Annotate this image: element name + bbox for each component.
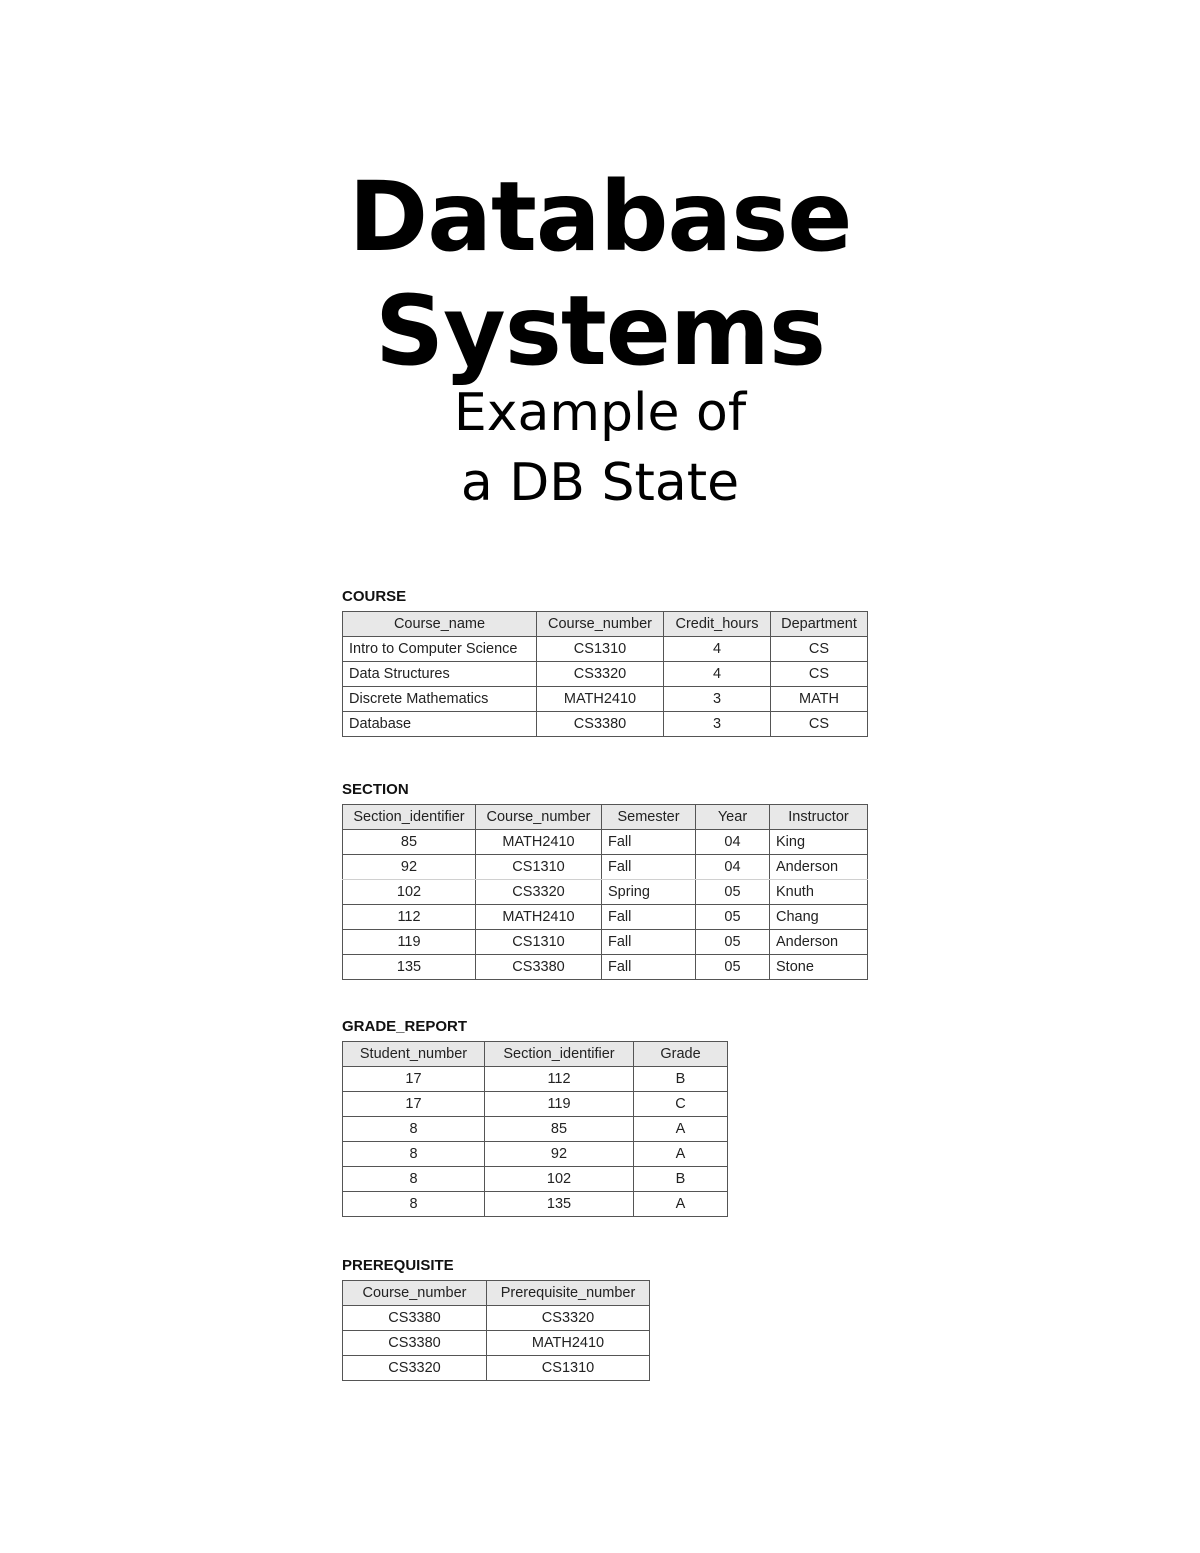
table-cell: CS1310 xyxy=(476,930,602,955)
table-row xyxy=(343,830,868,855)
table-row xyxy=(343,1117,728,1142)
table-row xyxy=(343,1142,728,1167)
course-relation xyxy=(342,588,868,737)
table-cell: Chang xyxy=(770,905,868,930)
table-row xyxy=(343,662,868,687)
table-cell: 135 xyxy=(343,955,476,980)
table-cell: 8 xyxy=(343,1167,485,1192)
table-cell: CS1310 xyxy=(487,1356,650,1381)
table-cell: 92 xyxy=(485,1142,634,1167)
table-cell: Database xyxy=(343,712,537,737)
table-cell: 17 xyxy=(343,1067,485,1092)
table-cell: MATH2410 xyxy=(476,830,602,855)
column-header: Section_identifier xyxy=(485,1042,634,1067)
header-row xyxy=(343,612,868,637)
table-cell: Fall xyxy=(602,830,696,855)
table-cell: 05 xyxy=(696,930,770,955)
table-cell: MATH xyxy=(771,687,868,712)
column-header: Course_number xyxy=(537,612,664,637)
column-header: Prerequisite_number xyxy=(487,1281,650,1306)
table-cell: 17 xyxy=(343,1092,485,1117)
table-cell: CS xyxy=(771,662,868,687)
table-cell: Anderson xyxy=(770,855,868,880)
table-cell: C xyxy=(634,1092,728,1117)
header-row xyxy=(343,1042,728,1067)
table-cell: Spring xyxy=(602,880,696,905)
table-cell: 112 xyxy=(343,905,476,930)
title-block xyxy=(0,160,1200,518)
column-header: Grade xyxy=(634,1042,728,1067)
column-header: Instructor xyxy=(770,805,868,830)
column-header: Student_number xyxy=(343,1042,485,1067)
table-cell: CS xyxy=(771,712,868,737)
table-cell: 85 xyxy=(343,830,476,855)
section-table xyxy=(342,804,868,980)
table-cell: 112 xyxy=(485,1067,634,1092)
main-title-line-2: Systems xyxy=(374,275,826,387)
table-cell: King xyxy=(770,830,868,855)
table-cell: Fall xyxy=(602,855,696,880)
column-header: Course_number xyxy=(476,805,602,830)
table-row xyxy=(343,1306,650,1331)
table-cell: MATH2410 xyxy=(476,905,602,930)
table-cell: CS1310 xyxy=(476,855,602,880)
prerequisite-relation xyxy=(342,1257,650,1381)
table-cell: 04 xyxy=(696,855,770,880)
table-cell: A xyxy=(634,1192,728,1217)
table-row xyxy=(343,712,868,737)
prerequisite-table xyxy=(342,1280,650,1381)
table-cell: MATH2410 xyxy=(487,1331,650,1356)
table-cell: 92 xyxy=(343,855,476,880)
table-row xyxy=(343,1192,728,1217)
table-cell: 05 xyxy=(696,955,770,980)
column-header: Department xyxy=(771,612,868,637)
table-cell: Fall xyxy=(602,905,696,930)
table-cell: 04 xyxy=(696,830,770,855)
table-cell: 119 xyxy=(343,930,476,955)
table-cell: CS1310 xyxy=(537,637,664,662)
table-row xyxy=(343,637,868,662)
column-header: Semester xyxy=(602,805,696,830)
subtitle-line-1: Example of xyxy=(453,383,747,443)
table-cell: 3 xyxy=(664,687,771,712)
table-cell: 102 xyxy=(343,880,476,905)
main-title-line-1: Database xyxy=(348,161,852,273)
table-cell: 05 xyxy=(696,905,770,930)
table-row xyxy=(343,930,868,955)
table-cell: 119 xyxy=(485,1092,634,1117)
table-cell: Fall xyxy=(602,930,696,955)
table-cell: CS xyxy=(771,637,868,662)
column-header: Section_identifier xyxy=(343,805,476,830)
table-cell: B xyxy=(634,1067,728,1092)
table-cell: CS3380 xyxy=(537,712,664,737)
table-row xyxy=(343,855,868,880)
table-cell: Knuth xyxy=(770,880,868,905)
table-row xyxy=(343,1167,728,1192)
table-cell: Data Structures xyxy=(343,662,537,687)
header-row xyxy=(343,1281,650,1306)
section-relation xyxy=(342,781,868,980)
column-header: Credit_hours xyxy=(664,612,771,637)
table-cell: 4 xyxy=(664,637,771,662)
column-header: Course_name xyxy=(343,612,537,637)
table-cell: B xyxy=(634,1167,728,1192)
table-cell: A xyxy=(634,1142,728,1167)
table-cell: CS3380 xyxy=(343,1331,487,1356)
column-header: Year xyxy=(696,805,770,830)
table-cell: 135 xyxy=(485,1192,634,1217)
table-cell: Anderson xyxy=(770,930,868,955)
table-cell: 8 xyxy=(343,1142,485,1167)
table-cell: Intro to Computer Science xyxy=(343,637,537,662)
table-cell: Fall xyxy=(602,955,696,980)
table-cell: 85 xyxy=(485,1117,634,1142)
relation-name: COURSE xyxy=(342,588,407,605)
table-row xyxy=(343,905,868,930)
header-row xyxy=(343,805,868,830)
table-row xyxy=(343,1331,650,1356)
table-cell: 3 xyxy=(664,712,771,737)
table-row xyxy=(343,1356,650,1381)
relation-name: PREREQUISITE xyxy=(342,1257,454,1274)
grade-report-relation xyxy=(342,1018,728,1217)
table-cell: 4 xyxy=(664,662,771,687)
table-cell: CS3380 xyxy=(343,1306,487,1331)
table-row xyxy=(343,955,868,980)
grade-report-table xyxy=(342,1041,728,1217)
table-cell: 8 xyxy=(343,1117,485,1142)
relation-name: SECTION xyxy=(342,781,409,798)
table-cell: Stone xyxy=(770,955,868,980)
table-cell: MATH2410 xyxy=(537,687,664,712)
table-cell: Discrete Mathematics xyxy=(343,687,537,712)
table-cell: 05 xyxy=(696,880,770,905)
table-cell: CS3320 xyxy=(537,662,664,687)
table-cell: A xyxy=(634,1117,728,1142)
table-cell: 8 xyxy=(343,1192,485,1217)
column-header: Course_number xyxy=(343,1281,487,1306)
table-cell: 102 xyxy=(485,1167,634,1192)
table-row xyxy=(343,880,868,905)
relation-name: GRADE_REPORT xyxy=(342,1018,468,1035)
table-cell: CS3320 xyxy=(476,880,602,905)
table-row xyxy=(343,1067,728,1092)
subtitle-line-2: a DB State xyxy=(460,453,740,513)
course-table xyxy=(342,611,868,737)
table-cell: CS3380 xyxy=(476,955,602,980)
table-cell: CS3320 xyxy=(343,1356,487,1381)
table-row xyxy=(343,687,868,712)
table-cell: CS3320 xyxy=(487,1306,650,1331)
table-row xyxy=(343,1092,728,1117)
